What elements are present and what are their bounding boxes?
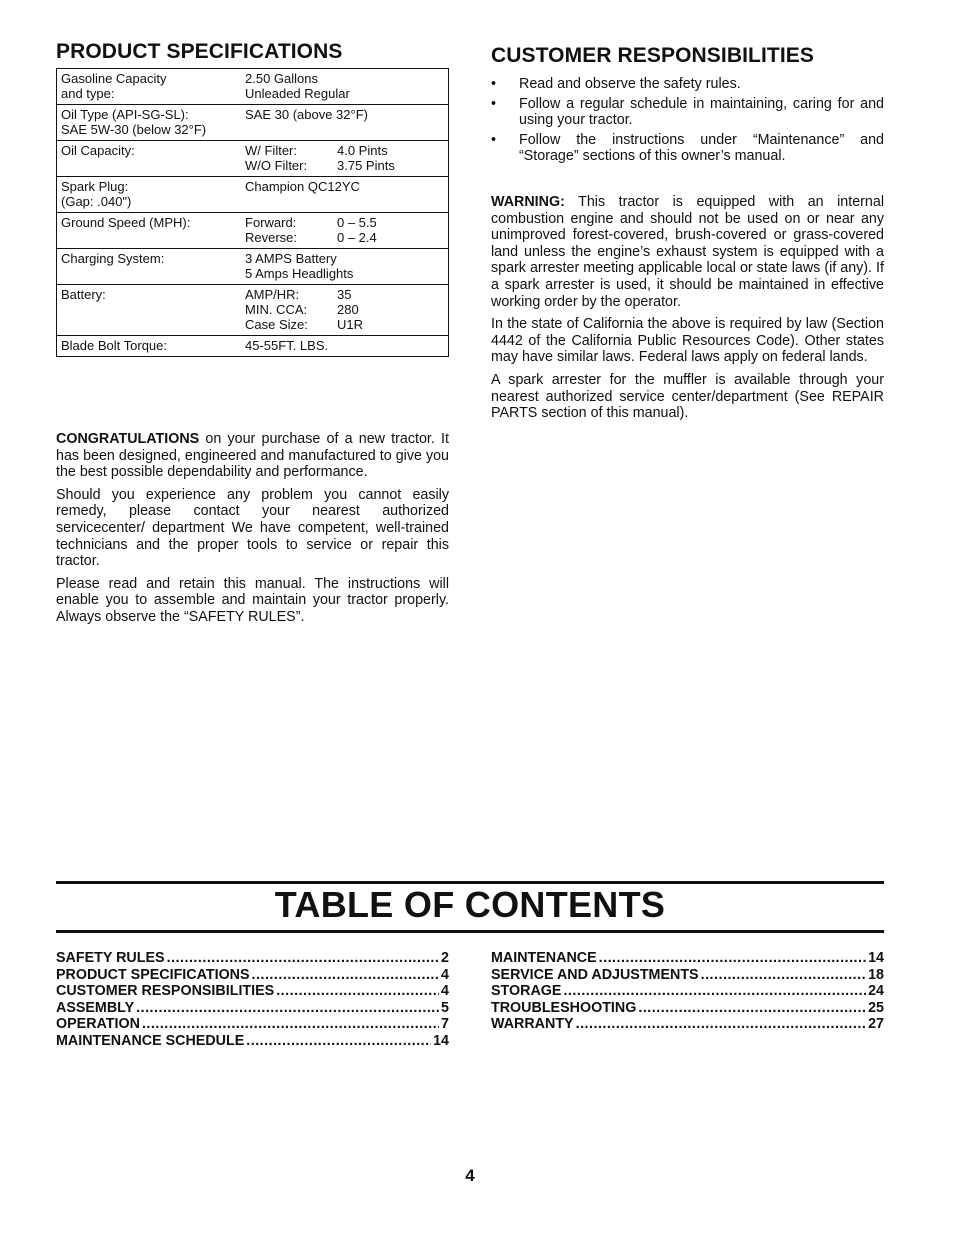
toc-entry-page: 24 [868,983,884,1000]
spec-label-line: (Gap: .040") [61,194,132,209]
spark-arrester-paragraph: A spark arrester for the muffler is available through your nearest authorized service center/department (See REPAIR PARTS section of this manual). [491,371,884,422]
spec-label-line: Battery: [61,287,106,302]
california-paragraph: In the state of California the above is required by law (Section 4442 of the California Public Resources Code). Other states may have similar laws. Federal laws apply on federal lands. [491,316,884,366]
spec-pair-value: 35 [337,287,352,302]
spec-pair-key: W/O Filter: [245,158,308,173]
toc-entry-label: MAINTENANCE [491,950,597,966]
responsibility-item [491,76,884,93]
spec-pair [245,158,444,173]
spec-pair [245,230,444,245]
spec-pair [245,317,444,332]
spec-label [57,285,242,336]
spec-pair-value: 0 – 5.5 [337,215,377,230]
toc-entry [56,1000,449,1017]
spec-pair-key: MIN. CCA: [245,302,308,317]
spec-pair-value: 4.0 Pints [337,143,388,158]
toc-leader-dots [142,1016,439,1033]
toc-entry-page: 2 [441,950,449,966]
spec-value [241,249,449,285]
page-number: 4 [465,1166,475,1185]
toc-entry [491,1000,884,1017]
customer-responsibilities-heading: CUSTOMER RESPONSIBILITIES [491,44,814,67]
toc-right-column [491,950,884,1033]
bullet-icon: • [491,131,497,148]
spec-value [241,69,449,105]
spec-pair-key: Forward: [245,215,297,230]
spec-row [57,105,449,141]
spec-row [57,213,449,249]
spec-row [57,177,449,213]
spec-value-line: 2.50 Gallons [245,71,318,86]
spec-label-line: and type: [61,86,115,101]
toc-leader-dots [246,1033,431,1050]
toc-leader-dots [252,967,440,984]
spec-value-line: 5 Amps Headlights [245,266,354,281]
toc-left-column [56,950,449,1050]
toc-entry [491,967,884,984]
spec-pair [245,215,444,230]
toc-title: TABLE OF CONTENTS [274,884,666,925]
toc-leader-dots [136,1000,439,1017]
toc-entry-page: 25 [868,999,884,1016]
responsibility-text: Follow the instructions under “Maintenance” and “Storage” sections of this owner’s manual. [519,131,884,165]
problem-paragraph: Should you experience any problem you cannot easily remedy, please contact your nearest authorized servicecenter/ department We have competent, well-trained technicians and the proper tools to service or repair this tractor. [56,486,449,570]
spec-pair-value: 280 [337,302,359,317]
toc-entry-label: MAINTENANCE SCHEDULE [56,1032,245,1049]
toc-entry-page: 14 [868,950,884,966]
toc-entry-page: 7 [441,1016,449,1033]
spec-label-line: Ground Speed (MPH): [61,215,191,230]
spec-pair-value: 3.75 Pints [337,158,395,173]
toc-entry-page: 4 [441,966,449,983]
spec-row [57,249,449,285]
toc-leader-dots [167,950,439,967]
bullet-icon: • [491,76,497,92]
toc-entry [56,1033,449,1050]
toc-entry [491,950,884,967]
spec-label [57,177,242,213]
toc-entry-page: 27 [868,1016,884,1033]
warning-paragraph [491,194,884,310]
toc-entry [56,1016,449,1033]
spec-value-line: Unleaded Regular [245,86,350,101]
toc-entry [491,1016,884,1033]
spec-label-line: Blade Bolt Torque: [61,338,167,353]
spec-value [241,177,449,213]
toc-bottom-rule [56,930,884,933]
left-column [56,40,450,625]
spec-row [57,285,449,336]
spec-pair-value: U1R [337,317,364,332]
spec-label-line: Charging System: [61,251,165,266]
spec-value-line: Champion QC12YC [245,179,360,194]
toc-leader-dots [563,983,866,1000]
spec-pair-key: AMP/HR: [245,287,300,302]
spec-label-line: Gasoline Capacity [61,71,167,86]
spec-label [57,213,242,249]
spec-pair [245,287,444,302]
toc-entry [491,983,884,1000]
toc-leader-dots [599,950,866,967]
spec-row [57,336,449,357]
toc-leader-dots [701,967,866,984]
congratulations-section [56,431,449,632]
toc-entry-label: PRODUCT SPECIFICATIONS [56,966,250,983]
toc-entry [56,983,449,1000]
responsibility-text: Read and observe the safety rules. [519,76,741,92]
spec-value [241,285,449,336]
spec-value-line: 45-55FT. LBS. [245,338,329,353]
right-column [491,44,884,422]
spec-pair-key: Case Size: [245,317,308,332]
toc-leader-dots [576,1016,866,1033]
spec-table [56,68,449,357]
spec-row [57,69,449,105]
congrats-lead: CONGRATULATIONS [56,431,200,447]
spec-pair-key: Reverse: [245,230,298,245]
toc-entry-label: CUSTOMER RESPONSIBILITIES [56,983,275,1000]
spec-label [57,141,242,177]
spec-value [241,213,449,249]
bullet-icon: • [491,95,497,112]
product-specifications-heading: PRODUCT SPECIFICATIONS [56,40,343,63]
toc-entry-page: 18 [868,966,884,983]
spec-value [241,336,449,357]
warning-lead: WARNING: [491,194,565,210]
warning-section [491,194,884,428]
spec-label [57,105,242,141]
spec-label [57,69,242,105]
retain-paragraph: Please read and retain this manual. The instructions will enable you to assemble and maintain your tractor properly. Always observe the “SAFETY RULES”. [56,575,449,625]
spec-label [57,249,242,285]
toc-entry [56,967,449,984]
spec-label-line: SAE 5W-30 (below 32°F) [61,122,207,137]
congrats-paragraph [56,431,449,481]
responsibility-text: Follow a regular schedule in maintaining, caring for and using your tractor. [519,95,884,129]
spec-pair-key: W/ Filter: [245,143,297,158]
spec-pair [245,302,444,317]
spec-value-line: SAE 30 (above 32°F) [245,107,368,122]
toc-leader-dots [276,983,439,1000]
toc-entry-label: SAFETY RULES [56,950,165,966]
toc-entry-label: OPERATION [56,1016,140,1033]
toc-entry-label: ASSEMBLY [56,999,135,1016]
responsibilities-list [491,76,884,165]
toc-entry-label: WARRANTY [491,1016,574,1033]
toc-entry-label: STORAGE [491,983,562,1000]
spec-label [57,336,242,357]
toc-leader-dots [638,1000,866,1017]
responsibility-item [491,132,884,165]
toc-entry-page: 4 [441,983,449,1000]
warning-text: This tractor is equipped with an internal combustion engine and should not be used on or near any unimproved forest-covered, brush-covered or grass-covered land unless the engine’s exhaust system is equipped with a spark arrester meeting applicable local or state laws (if any). If a spark arrester is used, it should be maintained in effective working order by the operator. [491,194,884,310]
spec-pair-value: 0 – 2.4 [337,230,377,245]
responsibility-item [491,96,884,129]
toc-entry-label: SERVICE AND ADJUSTMENTS [491,966,699,983]
spec-value-line: 3 AMPS Battery [245,251,337,266]
toc-entry-label: TROUBLESHOOTING [491,999,637,1016]
spec-row [57,141,449,177]
spec-value [241,141,449,177]
toc-entry-page: 14 [433,1032,449,1049]
spec-value [241,105,449,141]
spec-label-line: Oil Capacity: [61,143,135,158]
spec-pair [245,143,444,158]
spec-label-line: Spark Plug: [61,179,129,194]
spec-label-line: Oil Type (API-SG-SL): [61,107,189,122]
congrats-text: on your purchase of a new tractor. It has been designed, engineered and manufactured to give you the best possible dependability and performance. [56,431,449,481]
toc-entry-page: 5 [441,999,449,1016]
toc-entry [56,950,449,967]
